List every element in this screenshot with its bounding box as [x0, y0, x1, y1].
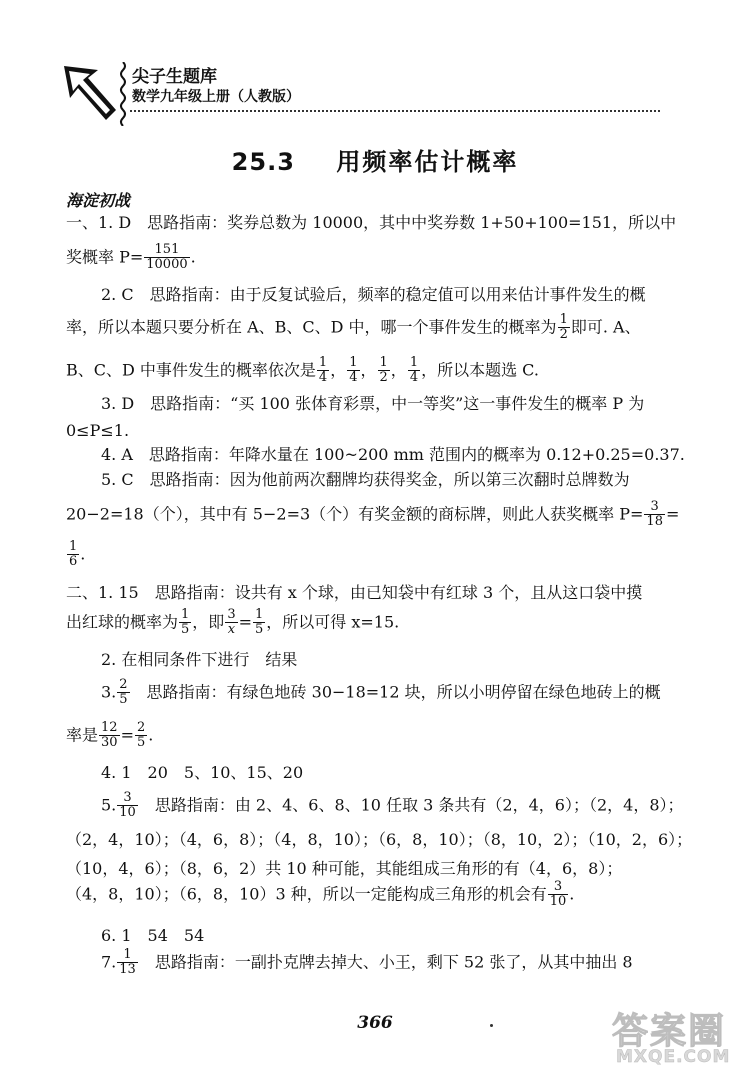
text-line: 率是 $\frac{12}{30}$ = $\frac{2}{5}$ .: [66, 720, 154, 751]
text-line: 4. 1 20 5、10、15、20: [101, 763, 304, 782]
text-line: 一、1. D 思路指南：奖券总数为 10000，其中中奖券数 1+50+100=151，所以中: [66, 213, 677, 232]
fraction: $\frac{12}{30}$: [101, 720, 118, 751]
text-line: $\frac{1}{6}$ .: [69, 539, 86, 570]
book-subtitle: 数学九年级上册（人教版）: [132, 89, 300, 105]
text-line: 0≤P≤1.: [66, 421, 130, 440]
wavy-divider-icon: [118, 62, 128, 126]
text-line: 20−2=18（个），其中有 5−2=3（个）有奖金额的商标牌，则此人获奖概率 P= $\frac{3}{18}$ =: [66, 499, 680, 530]
fraction: $\frac{3}{18}$: [646, 499, 663, 530]
text-line: 5. $\frac{3}{10}$ 思路指南：由 2、4、6、8、10 任取 3 条共有（2，4，6）；（2，4，8）；: [101, 790, 684, 821]
text-line: 7. $\frac{1}{13}$ 思路指南：一副扑克牌去掉大、小王，剩下 52 张了，从其中抽出 8: [101, 947, 633, 978]
fraction: $\frac{1}{5}$: [255, 607, 264, 638]
fraction: $\frac{3}{x}$: [227, 607, 236, 638]
section-number: 25.3: [231, 148, 295, 176]
text-line: 2. 在相同条件下进行 结果: [101, 650, 298, 669]
section-title-text: 用频率估计概率: [336, 148, 519, 176]
fraction: $\frac{1}{4}$: [409, 355, 419, 386]
text-line: 4. A 思路指南：年降水量在 100~200 mm 范围内的概率为 0.12+0.25=0.37.: [101, 445, 685, 464]
fraction: $\frac{2}{5}$: [136, 720, 146, 751]
text-line: 出红球的概率为 $\frac{1}{5}$ ，即 $\frac{3}{x}$ = $\frac{1}{5}$ ，所以可得 x=15.: [66, 607, 400, 638]
watermark-url: MXQE.COM: [616, 1047, 731, 1067]
stray-dot: [490, 1024, 493, 1027]
watermark-text: 答案圈: [612, 1011, 727, 1052]
text-line: （4，8，10）；（6，8，10）3 种，所以一定能构成三角形的机会有 $\frac{3}{10}$ .: [66, 879, 575, 910]
subsection-heading: 海淀初战: [66, 191, 131, 210]
header-dotted-rule: [130, 110, 660, 112]
section-title: [0, 142, 750, 177]
fraction: $\frac{1}{4}$: [349, 355, 358, 386]
watermark-logo: [612, 1003, 746, 1069]
text-line: B、C、D 中事件发生的概率依次是 $\frac{1}{4}$ ， $\frac{1}{4}$ ， $\frac{1}{2}$ ， $\frac{1}{4}$ ，所以本题选 C.: [66, 355, 539, 386]
text-line: （10，4，6）；（8，6，2）共 10 种可能，其能组成三角形的有（4，6，8）；: [66, 859, 623, 878]
fraction: $\frac{151}{10000}$: [146, 242, 188, 273]
text-line: 3. $\frac{2}{5}$ 思路指南：有绿色地砖 30−18=12 块，所以小明停留在绿色地砖上的概: [101, 677, 661, 708]
fraction: $\frac{3}{10}$: [549, 879, 567, 910]
fraction: $\frac{1}{5}$: [181, 607, 190, 638]
fraction: $\frac{1}{4}$: [318, 355, 328, 386]
fraction: $\frac{1}{6}$: [69, 539, 78, 570]
arrow-logo-icon: [60, 62, 120, 126]
text-line: 2. C 思路指南：由于反复试验后，频率的稳定值可以用来估计事件发生的概: [101, 285, 646, 304]
text-line: 二、1. 15 思路指南：设共有 x 个球，由已知袋中有红球 3 个，且从这口袋中摸: [66, 583, 643, 602]
fraction: $\frac{3}{10}$: [119, 790, 136, 821]
series-title: 尖子生题库: [132, 67, 217, 87]
page-number: 366: [357, 1013, 393, 1033]
fraction: $\frac{1}{2}$: [379, 355, 388, 386]
text-line: 奖概率 P= $\frac{151}{10000}$ .: [66, 242, 196, 273]
text-line: 6. 1 54 54: [101, 926, 205, 945]
text-line: 3. D 思路指南：“买 100 张体育彩票，中一等奖”这一事件发生的概率 P 为: [101, 394, 645, 413]
text-line: 5. C 思路指南：因为他前两次翻牌均获得奖金，所以第三次翻时总牌数为: [101, 470, 630, 489]
text-line: 率，所以本题只要分析在 A、B、C、D 中，哪一个事件发生的概率为 $\frac{1}{2}$ 即可. A、: [66, 312, 641, 343]
book-header: [60, 60, 660, 130]
fraction: $\frac{2}{5}$: [119, 677, 128, 708]
fraction: $\frac{1}{13}$: [119, 947, 136, 978]
text-line: （2，4，10）；（4，6，8）；（4，8，10）；（6，8，10）；（8，10，2）；（10，2，6）；: [66, 830, 693, 849]
fraction: $\frac{1}{2}$: [559, 312, 568, 343]
